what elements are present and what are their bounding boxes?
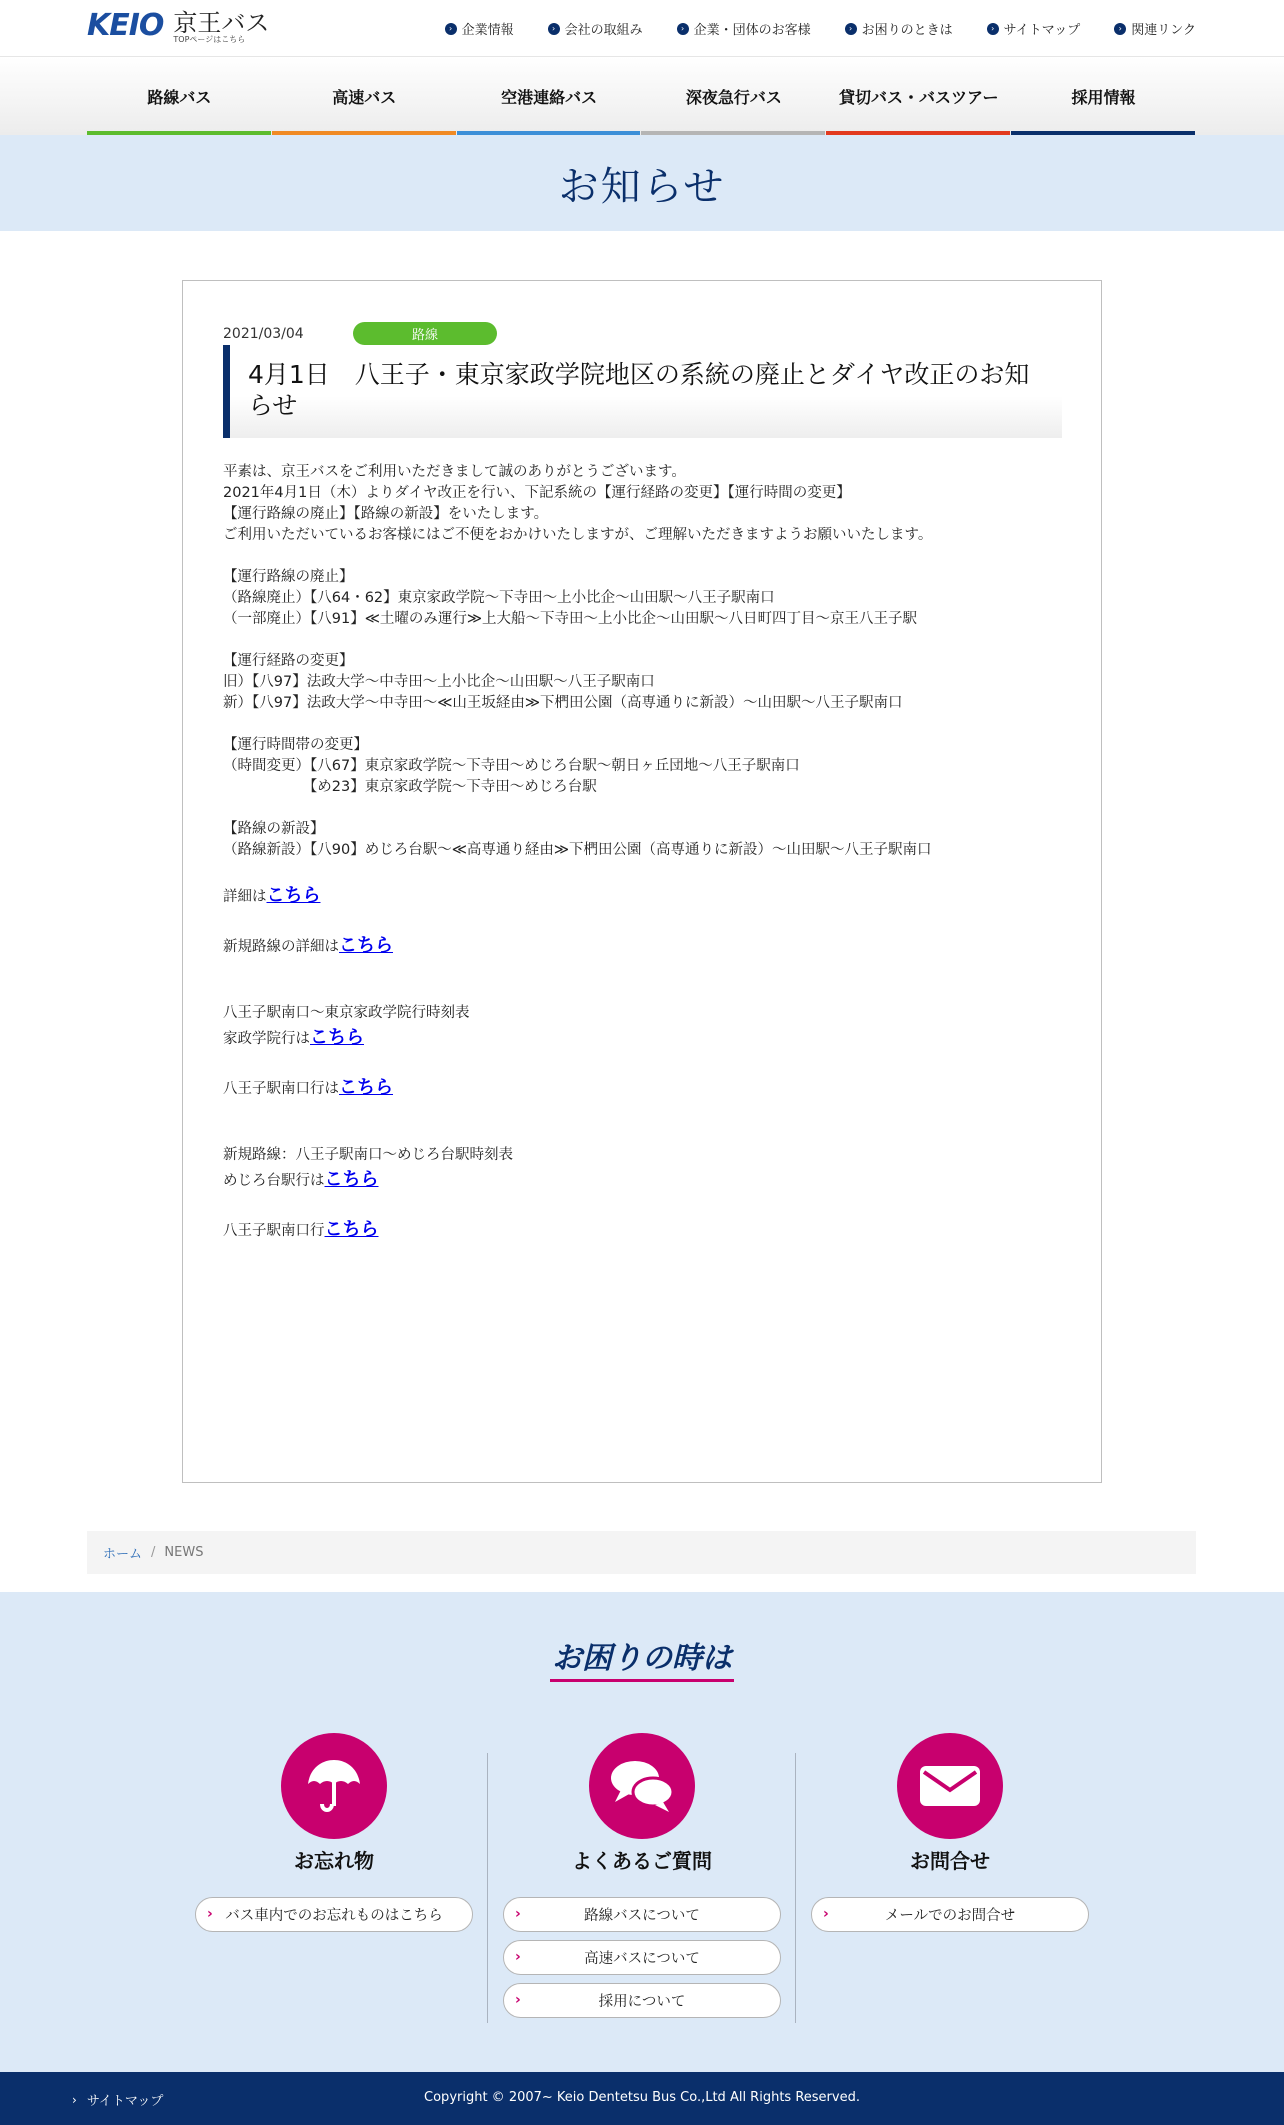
breadcrumb-current: NEWS [164, 1545, 204, 1560]
nav-item-highway-bus[interactable]: 高速バス [272, 57, 457, 135]
body-text: 2021年4月1日（木）よりダイヤ改正を行い、下記系統の【運行経路の変更】【運行時間の変更】 [223, 485, 851, 501]
logo-keio: KEIO [87, 8, 164, 43]
site-footer [0, 2072, 1284, 2125]
utility-nav [411, 19, 1196, 38]
chevron-right-icon: › [823, 1906, 829, 1922]
body-text: （路線廃止）【八64・62】東京家政学院～下寺田～上小比企～山田駅～八王子駅南口 [223, 590, 775, 606]
faq-highway-bus-button[interactable]: › 高速バスについて [503, 1940, 781, 1975]
help-column-title: よくあるご質問 [572, 1849, 712, 1873]
util-link-sitemap[interactable]: › サイトマップ [987, 19, 1081, 38]
help-column-lost-items [186, 1733, 482, 1932]
help-column-title: お問合せ [910, 1849, 990, 1873]
news-article [182, 280, 1102, 1483]
timetable-kaseigakuin-link[interactable]: こちら [310, 1027, 364, 1048]
timetable-hachioji-new-link[interactable]: こちら [324, 1219, 379, 1240]
category-badge: 路線 [353, 322, 497, 345]
chevron-right-icon: › [515, 1949, 521, 1965]
chat-bubbles-icon [589, 1733, 695, 1839]
chevron-right-icon: › [1114, 23, 1126, 35]
section-heading: 【路線の新設】 [223, 821, 325, 837]
body-text: （路線新設）【八90】めじろ台駅～≪高専通り経由≫下椚田公園（高専通りに新設）～山田駅～八王子駅南口 [223, 842, 932, 858]
chevron-right-icon: › [987, 23, 999, 35]
nav-item-route-bus[interactable]: 路線バス [87, 57, 272, 135]
new-route-row: 新規路線の詳細はこちら [223, 935, 393, 956]
article-heading [223, 345, 1062, 438]
column-divider [795, 1753, 796, 2023]
column-divider [487, 1753, 488, 2023]
util-link-corporate[interactable]: › 企業情報 [445, 19, 514, 38]
page-title: お知らせ [558, 163, 726, 210]
section-heading: 【運行経路の変更】 [223, 653, 354, 669]
chevron-right-icon: › [548, 23, 560, 35]
util-link-initiatives[interactable]: › 会社の取組み [548, 19, 643, 38]
faq-recruit-button[interactable]: › 採用について [503, 1983, 781, 2018]
nav-item-charter-bus[interactable]: 貸切バス・バスツアー [826, 57, 1011, 135]
timetable-row: めじろ台駅行はこちら [223, 1169, 379, 1190]
page-title-band [0, 135, 1284, 231]
help-title: お困りの時は [550, 1641, 734, 1682]
chevron-right-icon: › [515, 1906, 521, 1922]
chevron-right-icon: › [207, 1906, 213, 1922]
help-column-contact [802, 1733, 1098, 1932]
body-text: 平素は、京王バスをご利用いただきまして誠のありがとうございます。 [223, 464, 686, 480]
breadcrumb-home[interactable]: ホーム [103, 1547, 143, 1562]
chevron-right-icon: › [72, 2092, 77, 2107]
nav-item-night-bus[interactable]: 深夜急行バス [641, 57, 826, 135]
chevron-right-icon: › [845, 23, 857, 35]
timetable-mejirodai-link[interactable]: こちら [324, 1169, 379, 1190]
mail-contact-button[interactable]: › メールでのお問合せ [811, 1897, 1089, 1932]
help-section [0, 1592, 1284, 2072]
timetable-hachioji-link[interactable]: こちら [339, 1077, 393, 1098]
copyright: Copyright © 2007~ Keio Dentetsu Bus Co.,Ltd All Rights Reserved. [424, 2090, 860, 2105]
logo-jp: 京王バス [173, 9, 270, 37]
detail-link[interactable]: こちら [266, 885, 321, 906]
detail-row: 詳細はこちら [223, 885, 321, 906]
faq-route-bus-button[interactable]: › 路線バスについて [503, 1897, 781, 1932]
article-title: 4月1日 八王子・東京家政学院地区の系統の廃止とダイヤ改正のお知らせ [248, 360, 1030, 420]
chevron-right-icon: › [515, 1992, 521, 2008]
body-text: 【め23】東京家政学院～下寺田～めじろ台駅 [223, 779, 597, 795]
logo-top-link[interactable]: TOPページはこちら [173, 35, 246, 44]
help-column-title: お忘れ物 [294, 1849, 374, 1873]
help-column-faq [494, 1733, 790, 2018]
timetable-row: 家政学院行はこちら [223, 1027, 364, 1048]
body-text: 旧）【八97】法政大学～中寺田～上小比企～山田駅～八王子駅南口 [223, 674, 655, 690]
new-route-link[interactable]: こちら [339, 935, 393, 956]
mail-icon [897, 1733, 1003, 1839]
global-nav [0, 57, 1284, 135]
article-date: 2021/03/04 [223, 325, 304, 342]
timetable-row: 八王子駅南口行こちら [223, 1219, 379, 1240]
timetable-title: 新規路線：八王子駅南口～めじろ台駅時刻表 [223, 1147, 513, 1163]
util-link-business[interactable]: › 企業・団体のお客様 [677, 19, 811, 38]
body-text: 新）【八97】法政大学～中寺田～≪山王坂経由≫下椚田公園（高専通りに新設）～山田駅～八王子駅南口 [223, 695, 903, 711]
footer-sitemap-link[interactable]: › サイトマップ [72, 2092, 164, 2109]
article-body [223, 462, 1063, 1245]
nav-item-recruit[interactable]: 採用情報 [1011, 57, 1196, 135]
breadcrumb-separator: / [151, 1545, 156, 1560]
site-header [0, 0, 1284, 57]
breadcrumb [87, 1531, 1196, 1574]
umbrella-icon [281, 1733, 387, 1839]
body-text: ご利用いただいているお客様にはご不便をおかけいたしますが、ご理解いただきますようお願いいたします。 [223, 527, 933, 543]
util-link-help[interactable]: › お困りのときは [845, 19, 953, 38]
timetable-row: 八王子駅南口行はこちら [223, 1077, 393, 1098]
section-heading: 【運行時間帯の変更】 [223, 737, 368, 753]
body-text: （時間変更）【八67】東京家政学院～下寺田～めじろ台駅～朝日ヶ丘団地～八王子駅南口 [223, 758, 800, 774]
body-text: 【運行路線の廃止】【路線の新設】をいたします。 [223, 506, 549, 522]
body-text: （一部廃止）【八91】≪土曜のみ運行≫上大船～下寺田～上小比企～山田駅～八日町四丁目～京王八王子駅 [223, 611, 918, 627]
article-meta [223, 322, 497, 345]
util-link-related[interactable]: › 関連リンク [1114, 19, 1196, 38]
nav-item-airport-bus[interactable]: 空港連絡バス [457, 57, 642, 135]
site-logo[interactable] [87, 8, 270, 46]
chevron-right-icon: › [445, 23, 457, 35]
chevron-right-icon: › [677, 23, 689, 35]
section-heading: 【運行路線の廃止】 [223, 569, 354, 585]
timetable-title: 八王子駅南口～東京家政学院行時刻表 [223, 1005, 470, 1021]
lost-items-button[interactable]: › バス車内でのお忘れものはこちら [195, 1897, 473, 1932]
